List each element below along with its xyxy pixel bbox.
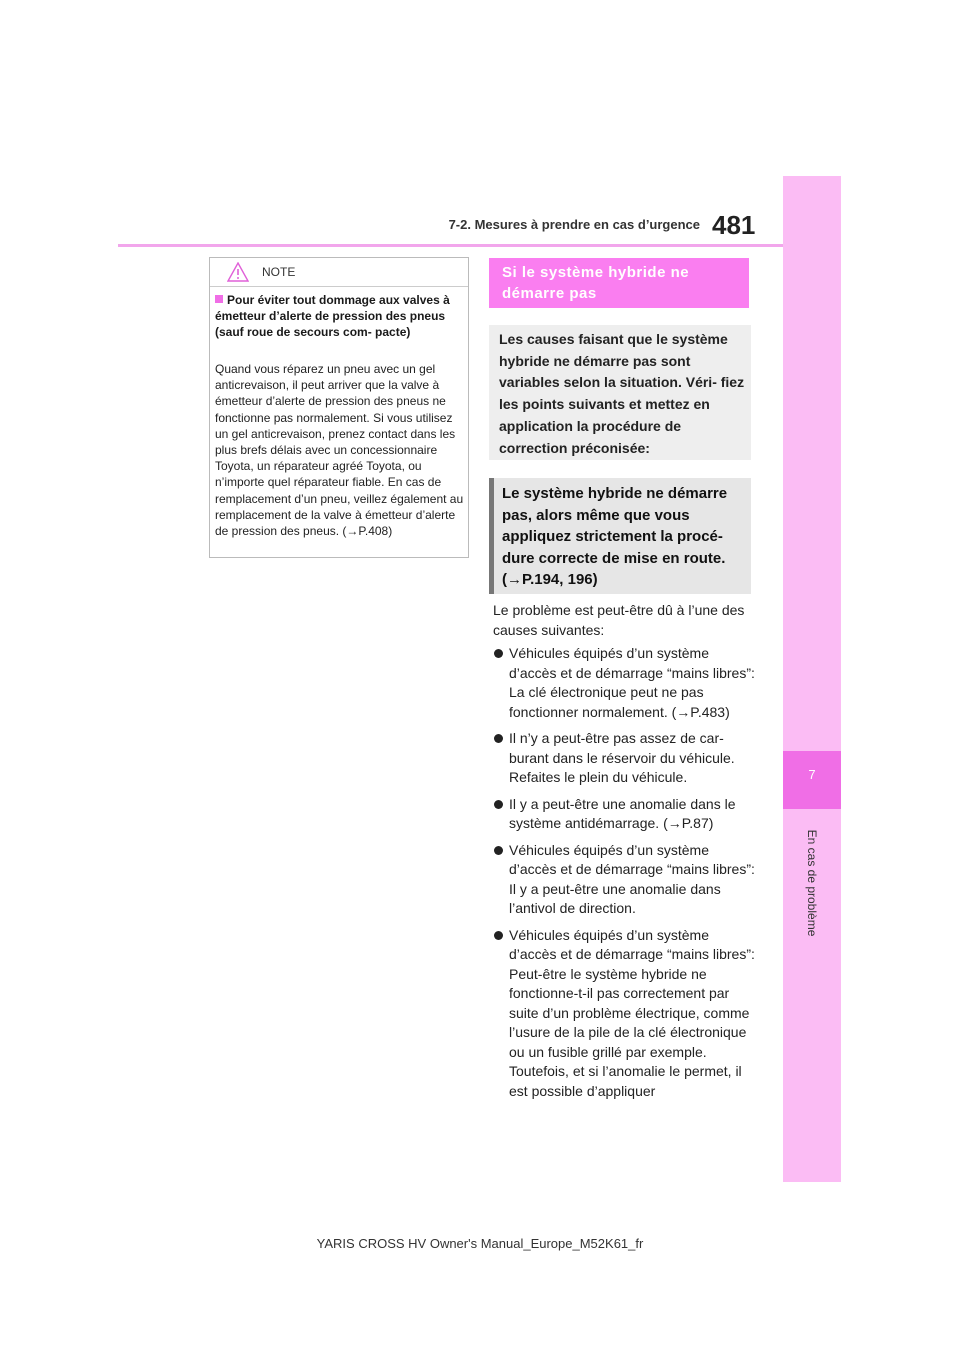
- list-item-text: Véhicules équipés d’un système d’accès et de démarrage “mains libres”: Peut-être le système hybride ne fonctionne-t-il pas correctement par suite d’un problème électrique, comme l’usure de la pile de la clé électronique ou un fusible grillé par exemple. Toutefois, et si l’anomalie le permet, il est possible d’appliquer: [509, 926, 755, 1099]
- cause-list: [493, 644, 755, 1108]
- warning-triangle-icon: [227, 262, 249, 282]
- section-heading-text: Si le système hybride ne démarre pas: [502, 264, 690, 302]
- intro-box: [489, 325, 751, 460]
- bullet-dot-icon: [494, 846, 503, 855]
- bullet-dot-icon: [494, 734, 503, 743]
- list-item: [493, 926, 755, 1102]
- section-title: 7-2. Mesures à prendre en cas d’urgence: [448, 217, 700, 232]
- note-box: [209, 257, 469, 558]
- subheading-bar: [489, 478, 494, 594]
- bullet-dot-icon: [494, 800, 503, 809]
- bullet-dot-icon: [494, 649, 503, 658]
- footer-text: YARIS CROSS HV Owner's Manual_Europe_M52K61_fr: [316, 1236, 644, 1251]
- intro-text: Les causes faisant que le système hybride ne démarre pas sont variables selon la situation. Véri- fiez les points suivants et mettez en application la procédure de correction préconisée:: [499, 331, 745, 456]
- list-item-text: Véhicules équipés d’un système d’accès et de démarrage “mains libres”: Il y a peut-être une anomalie dans l’antivol de direction.: [509, 841, 755, 916]
- chapter-side-tab: [783, 176, 841, 1182]
- note-header: [210, 258, 468, 286]
- note-label: NOTE: [262, 265, 296, 279]
- bullet-dot-icon: [494, 931, 503, 940]
- note-divider: [210, 286, 468, 287]
- subheading-text: Le système hybride ne démarre pas, alors même que vous appliquez strictement la procé- dure correcte de mise en route. (→P.194, 196): [502, 485, 728, 588]
- note-heading: [215, 292, 463, 340]
- list-item-text: Véhicules équipés d’un système d’accès et de démarrage “mains libres”: La clé électronique peut ne pas fonctionner normalement. (→P.483): [509, 645, 755, 720]
- header-rule: [118, 244, 783, 247]
- chapter-label-container: [783, 818, 841, 948]
- subheading-box: [489, 478, 751, 594]
- square-bullet-icon: [215, 295, 223, 303]
- list-item-text: Il n’y a peut-être pas assez de car- burant dans le réservoir du véhicule. Refaites le plein du véhicule.: [509, 730, 735, 785]
- list-item: [493, 795, 755, 834]
- list-item: [493, 729, 755, 788]
- note-heading-text: Pour éviter tout dommage aux valves à émetteur d’alerte de pression des pneus (sauf roue de secours com- pacte): [215, 293, 450, 339]
- chapter-label: En cas de problème: [805, 829, 819, 937]
- section-heading: [489, 258, 749, 308]
- page-number: 481: [712, 210, 756, 240]
- chapter-number: 7: [783, 751, 841, 809]
- list-item-text: Il y a peut-être une anomalie dans le système antidémarrage. (→P.87): [509, 795, 736, 831]
- note-body: Quand vous réparez un pneu avec un gel anticrevaison, il peut arriver que la valve à émetteur d’alerte de pression des pneus ne fonctionne pas normalement. Si vous utilisez un gel anticrevaison, prenez contact dans les plus brefs délais avec un concessionnaire Toyota, un réparateur agréé Toyota, ou n’importe quel réparateur fiable. En cas de remplacement d’un pneu, veillez également au remplacement de la valve à émetteur d’alerte de pression des pneus. (→P.408): [215, 362, 464, 539]
- lead-paragraph: Le problème est peut-être dû à l’une des causes suivantes:: [493, 602, 745, 638]
- list-item: [493, 644, 755, 722]
- list-item: [493, 841, 755, 919]
